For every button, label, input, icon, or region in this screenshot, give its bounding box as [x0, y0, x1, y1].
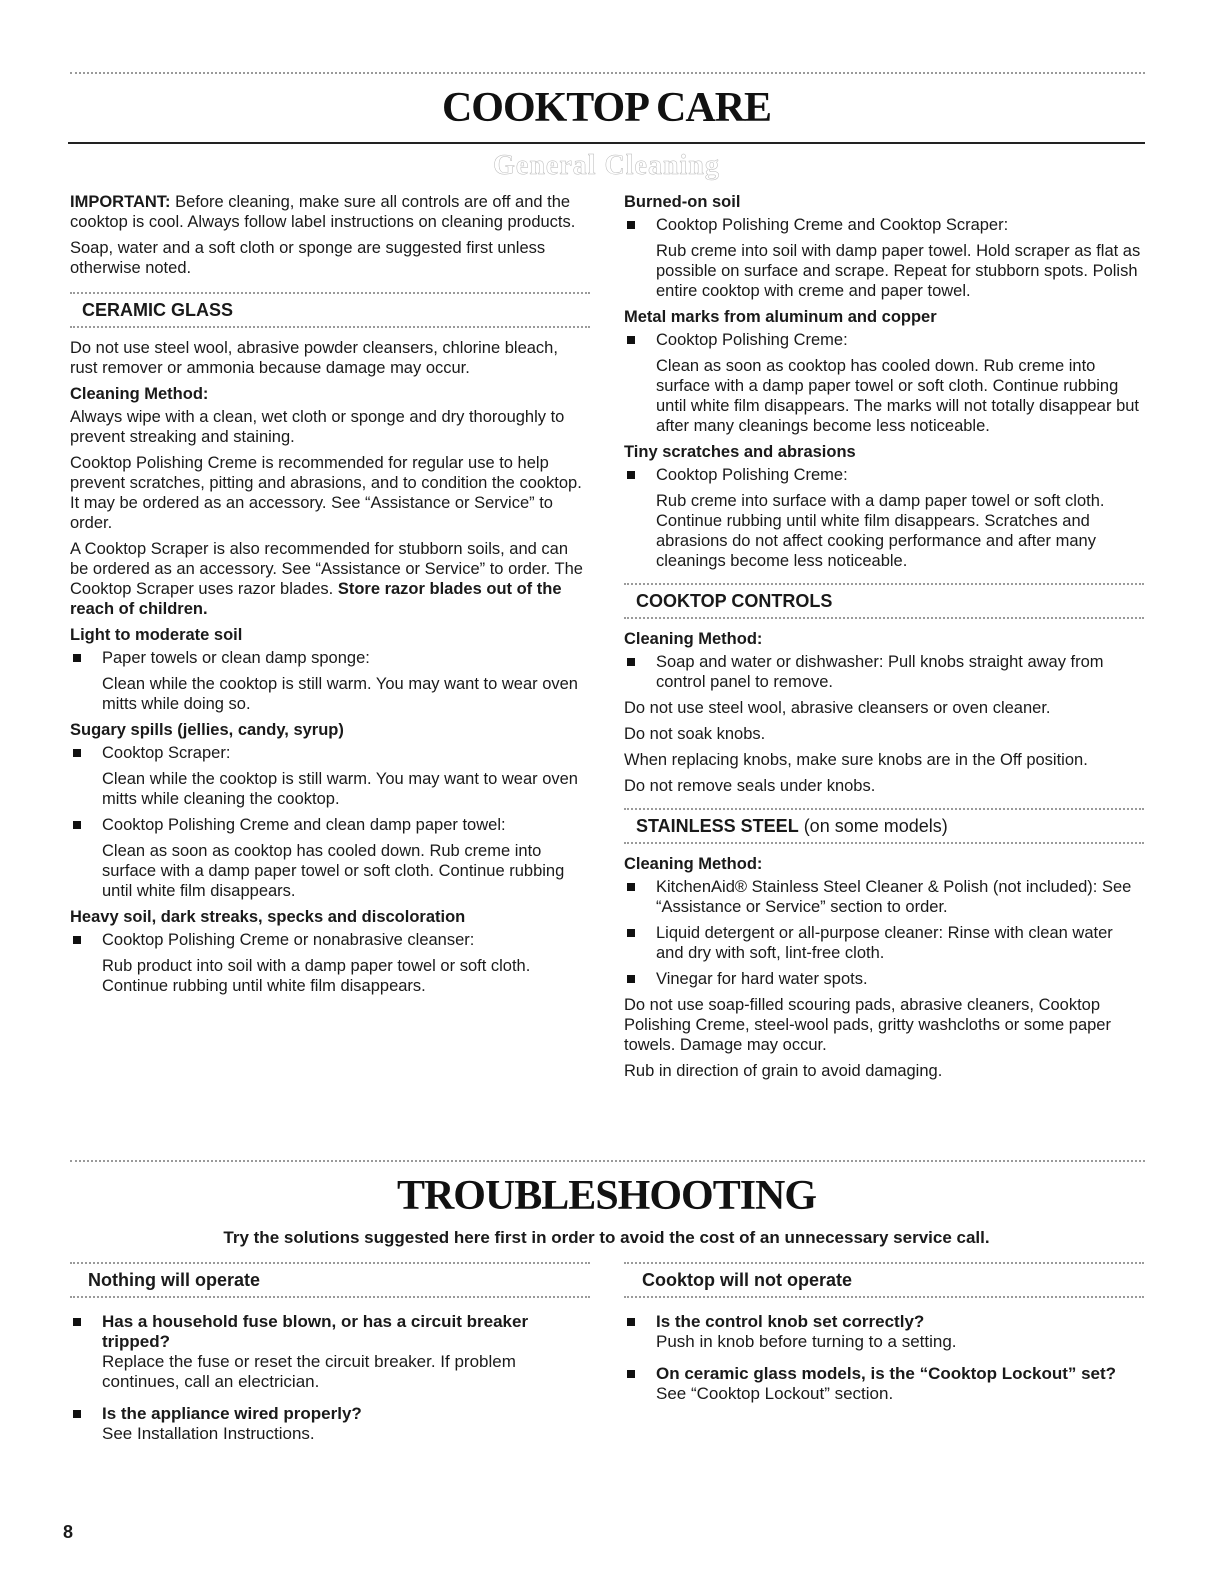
ceramic-p1: Always wipe with a clean, wet cloth or sponge and dry thoroughly to prevent streaking and staining. [70, 408, 565, 446]
ceramic-intro: Do not use steel wool, abrasive powder cleansers, chlorine bleach, rust remover or ammonia because damage may occur. [70, 339, 558, 377]
list-item [624, 652, 1144, 692]
list-item [70, 743, 590, 763]
important-note [70, 192, 590, 232]
ceramic-p3-text: A Cooktop Scraper is also recommended for stubborn soils, and can be ordered as an accessory. See “Assistance or Service” to order. The Cooktop Scraper uses razor blades. [70, 540, 583, 598]
list-item-label: Cooktop Polishing Creme: [656, 331, 848, 349]
list-item [70, 1312, 590, 1392]
list-item-label: Vinegar for hard water spots. [656, 970, 868, 988]
list-item-label: Soap and water or dishwasher: Pull knobs straight away from control panel to remove. [656, 653, 1104, 691]
ceramic-p3 [70, 539, 590, 619]
bullet-icon [73, 1410, 81, 1418]
metal-heading: Metal marks from aluminum and copper [624, 308, 937, 326]
page-number: 8 [63, 1522, 74, 1542]
burned-text: Rub creme into soil with damp paper towel. Hold scraper as flat as possible on surface and scrape. Repeat for stubborn spots. Polish entire cooktop with creme and paper towel. [656, 242, 1141, 300]
cooktop-controls-heading [624, 583, 1144, 619]
controls-line-4: Do not remove seals under knobs. [624, 777, 876, 795]
question-fuse: Has a household fuse blown, or has a circuit breaker tripped? [102, 1312, 529, 1351]
bullet-icon [627, 883, 635, 891]
cooktop-controls-heading-text: COOKTOP CONTROLS [636, 591, 833, 611]
bullet-icon [73, 936, 81, 944]
question-wiring: Is the appliance wired properly? [102, 1404, 362, 1423]
bullet-icon [627, 336, 635, 344]
sugary-heading: Sugary spills (jellies, candy, syrup) [70, 721, 344, 739]
answer-fuse: Replace the fuse or reset the circuit breaker. If problem continues, call an electrician. [102, 1352, 516, 1391]
ceramic-method-heading: Cleaning Method: [70, 385, 209, 403]
bullet-icon [73, 654, 81, 662]
list-item-label: Paper towels or clean damp sponge: [102, 649, 370, 667]
list-item [624, 923, 1144, 963]
section-subtitle: General Cleaning [493, 150, 720, 181]
light-soil-heading: Light to moderate soil [70, 626, 243, 644]
light-soil-text: Clean while the cooktop is still warm. You may want to wear oven mitts while doing so. [102, 675, 578, 713]
bullet-icon [73, 821, 81, 829]
troubleshooting-title: TROUBLESHOOTING [396, 1173, 817, 1219]
list-item-label: Cooktop Polishing Creme: [656, 466, 848, 484]
list-item [70, 648, 590, 668]
ceramic-glass-heading-text: CERAMIC GLASS [82, 300, 234, 320]
tiny-heading: Tiny scratches and abrasions [624, 443, 856, 461]
list-item [70, 930, 590, 950]
ceramic-p2: Cooktop Polishing Creme is recommended for regular use to help prevent scratches, pitting and abrasions, and to condition the cooktop. It may be ordered as an accessory. See “Assistance or Service” to order. [70, 454, 582, 532]
sugary-text-1: Clean while the cooktop is still warm. You may want to wear oven mitts while cleaning the cooktop. [102, 770, 578, 808]
list-item [624, 465, 1144, 485]
razor-warning: Store razor blades out of the reach of children. [70, 580, 562, 618]
troubleshooting-left-column [70, 1256, 590, 1450]
list-item [624, 215, 1144, 235]
cooktop-not-operate-heading-text: Cooktop will not operate [642, 1270, 852, 1290]
bullet-icon [627, 1318, 635, 1326]
heavy-soil-text: Rub product into soil with a damp paper towel or soft cloth. Continue rubbing until white film disappears. [102, 957, 531, 995]
controls-line-2: Do not soak knobs. [624, 725, 766, 743]
bullet-icon [627, 221, 635, 229]
list-item [70, 1404, 590, 1444]
controls-method-heading: Cleaning Method: [624, 630, 763, 648]
stainless-steel-heading-text: STAINLESS STEEL [636, 816, 799, 836]
list-item [70, 815, 590, 835]
stainless-steel-heading [624, 808, 1144, 844]
important-text: Before cleaning, make sure all controls are off and the cooktop is cool. Always follow label instructions on cleaning products. [70, 193, 576, 231]
list-item [624, 1364, 1144, 1404]
answer-knob: Push in knob before turning to a setting. [656, 1332, 957, 1351]
troubleshooting-right-column [624, 1256, 1144, 1410]
stainless-steel-note: (on some models) [798, 816, 948, 836]
burned-heading: Burned-on soil [624, 193, 741, 211]
list-item-label: Cooktop Polishing Creme and clean damp paper towel: [102, 816, 506, 834]
list-item-label: Cooktop Polishing Creme and Cooktop Scraper: [656, 216, 1009, 234]
metal-text: Clean as soon as cooktop has cooled down. Rub creme into surface with a damp paper towel or soft cloth. Continue rubbing until white film disappears. The marks will not totally disappear but after many cleanings become less noticeable. [656, 357, 1140, 435]
title-rule [68, 142, 1145, 144]
bullet-icon [73, 749, 81, 757]
bullet-icon [73, 1318, 81, 1326]
tiny-text: Rub creme into surface with a damp paper towel or soft cloth. Continue rubbing until white film disappears. Scratches and abrasions do not affect cooking performance and after many cleanings become less noticeable. [656, 492, 1105, 570]
bullet-icon [627, 929, 635, 937]
troubleshooting-top-rule [70, 1160, 1145, 1162]
care-left-column [70, 192, 590, 1002]
bullet-icon [627, 975, 635, 983]
care-right-column [624, 192, 1144, 1087]
list-item [624, 969, 1144, 989]
question-knob: Is the control knob set correctly? [656, 1312, 925, 1331]
list-item-label: KitchenAid® Stainless Steel Cleaner & Polish (not included): See “Assistance or Service” section to order. [656, 878, 1132, 916]
ceramic-glass-heading [70, 292, 590, 328]
soap-note: Soap, water and a soft cloth or sponge are suggested first unless otherwise noted. [70, 239, 546, 277]
list-item [624, 330, 1144, 350]
page-title: COOKTOP CARE [441, 85, 772, 131]
nothing-operate-heading [70, 1262, 590, 1298]
controls-line-3: When replacing knobs, make sure knobs are in the Off position. [624, 751, 1088, 769]
top-rule [70, 72, 1145, 74]
nothing-operate-heading-text: Nothing will operate [88, 1270, 261, 1290]
troubleshooting-tagline: Try the solutions suggested here first in order to avoid the cost of an unnecessary service call. [223, 1228, 990, 1247]
list-item [624, 877, 1144, 917]
steel-method-heading: Cleaning Method: [624, 855, 763, 873]
cooktop-not-operate-heading [624, 1262, 1144, 1298]
answer-wiring: See Installation Instructions. [102, 1424, 315, 1443]
steel-p2: Rub in direction of grain to avoid damaging. [624, 1062, 943, 1080]
bullet-icon [627, 1370, 635, 1378]
list-item [624, 1312, 1144, 1352]
list-item-label: Cooktop Scraper: [102, 744, 231, 762]
steel-p1: Do not use soap-filled scouring pads, abrasive cleaners, Cooktop Polishing Creme, steel-wool pads, gritty washcloths or some paper towels. Damage may occur. [624, 996, 1111, 1054]
important-label: IMPORTANT: [70, 193, 171, 211]
answer-lockout: See “Cooktop Lockout” section. [656, 1384, 894, 1403]
heavy-soil-heading: Heavy soil, dark streaks, specks and discoloration [70, 908, 466, 926]
bullet-icon [627, 658, 635, 666]
sugary-text-2: Clean as soon as cooktop has cooled down. Rub creme into surface with a damp paper towel or soft cloth. Continue rubbing until white film disappears. [102, 842, 565, 900]
question-lockout: On ceramic glass models, is the “Cooktop Lockout” set? [656, 1364, 1117, 1383]
list-item-label: Liquid detergent or all-purpose cleaner: Rinse with clean water and dry with soft, lint-free cloth. [656, 924, 1113, 962]
controls-line-1: Do not use steel wool, abrasive cleansers or oven cleaner. [624, 699, 1051, 717]
bullet-icon [627, 471, 635, 479]
list-item-label: Cooktop Polishing Creme or nonabrasive cleanser: [102, 931, 475, 949]
